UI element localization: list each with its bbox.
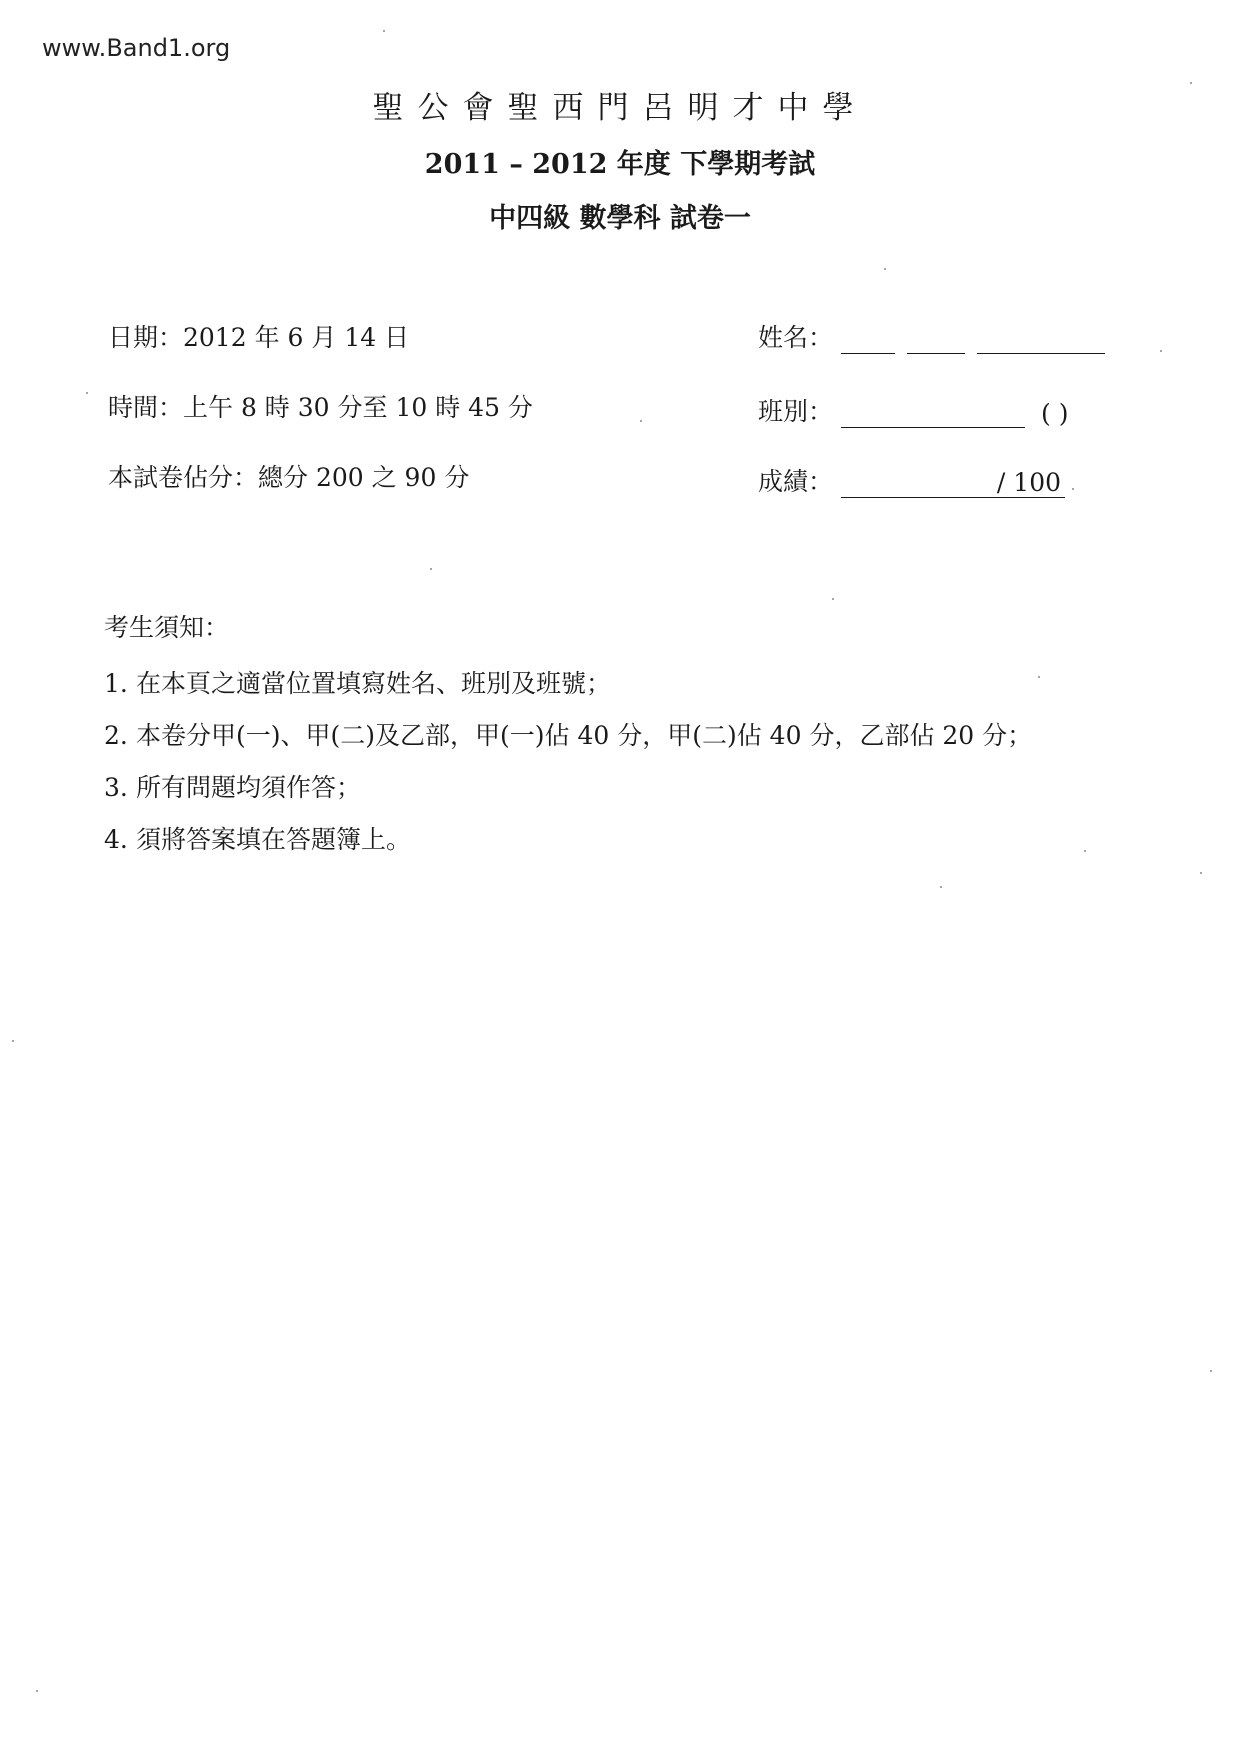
scan-speck bbox=[1038, 676, 1040, 678]
note-text: 在本頁之適當位置填寫姓名、班別及班號； bbox=[136, 669, 612, 698]
scan-speck bbox=[383, 30, 385, 32]
scan-speck bbox=[884, 268, 886, 270]
scan-speck bbox=[36, 1690, 38, 1692]
note-number: 2. bbox=[104, 721, 128, 750]
exam-subject: 中四級 數學科 試卷一 bbox=[489, 203, 751, 234]
name-blank-2[interactable] bbox=[907, 327, 965, 354]
scan-speck bbox=[1084, 850, 1086, 852]
scan-speck bbox=[1200, 872, 1202, 874]
note-text: 所有問題均須作答； bbox=[136, 773, 362, 802]
score-blank: / 100 bbox=[841, 468, 1065, 498]
notes-title: 考生須知： bbox=[104, 613, 230, 642]
name-blank-1[interactable] bbox=[841, 327, 895, 354]
class-number-parens[interactable]: ( ) bbox=[1041, 399, 1069, 428]
scan-speck bbox=[1072, 488, 1074, 490]
note-number: 1. bbox=[104, 669, 128, 698]
note-item bbox=[104, 768, 361, 804]
name-field[interactable] bbox=[758, 318, 1105, 354]
name-blank-3[interactable] bbox=[977, 327, 1105, 354]
paper-weight: 本試卷佔分：總分 200 之 90 分 bbox=[108, 463, 470, 492]
exam-term: 2011 – 2012 年度 下學期考試 bbox=[424, 149, 816, 180]
class-label: 班別： bbox=[758, 397, 834, 426]
class-field[interactable] bbox=[758, 392, 1068, 428]
score-field bbox=[758, 462, 1065, 498]
exam-time: 時間：上午 8 時 30 分至 10 時 45 分 bbox=[108, 393, 533, 422]
class-blank[interactable] bbox=[841, 401, 1025, 428]
scan-speck bbox=[1190, 82, 1192, 84]
scan-speck bbox=[832, 598, 834, 600]
scan-speck bbox=[1160, 350, 1162, 352]
scan-speck bbox=[640, 420, 642, 422]
scan-speck bbox=[86, 392, 88, 394]
school-name: 聖公會聖西門呂明才中學 bbox=[372, 90, 868, 126]
note-text: 須將答案填在答題簿上。 bbox=[136, 825, 412, 854]
watermark-url: www.Band1.org bbox=[42, 34, 231, 62]
note-item bbox=[104, 664, 611, 700]
scan-speck bbox=[940, 886, 942, 888]
name-label: 姓名： bbox=[758, 323, 834, 352]
note-item bbox=[104, 820, 411, 856]
exam-date: 日期：2012 年 6 月 14 日 bbox=[108, 323, 410, 352]
score-label: 成績： bbox=[758, 467, 834, 496]
scan-speck bbox=[12, 1040, 14, 1042]
note-number: 4. bbox=[104, 825, 128, 854]
note-item bbox=[104, 716, 1032, 752]
note-text: 本卷分甲(一)、甲(二)及乙部，甲(一)佔 40 分，甲(二)佔 40 分，乙部佔 20 分； bbox=[136, 721, 1033, 750]
note-number: 3. bbox=[104, 773, 128, 802]
scan-speck bbox=[1210, 1370, 1212, 1372]
scan-speck bbox=[430, 568, 432, 570]
